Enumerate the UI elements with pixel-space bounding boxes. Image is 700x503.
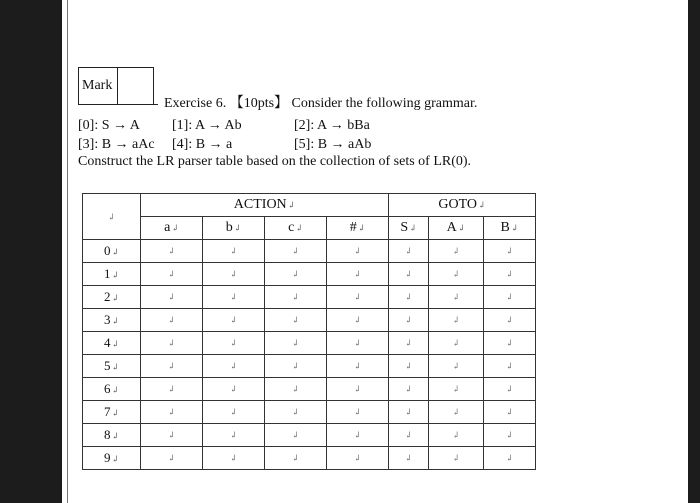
action-column-header (141, 217, 203, 240)
table-entry-cell[interactable] (484, 378, 536, 401)
cell-return-mark: ↲ (291, 361, 300, 371)
table-row (83, 401, 536, 424)
table-entry-cell[interactable] (484, 309, 536, 332)
table-entry-cell[interactable] (141, 332, 203, 355)
return-mark: ↲ (171, 223, 179, 233)
return-mark: ↲ (457, 223, 466, 233)
corner-mark: ↲ (107, 211, 116, 222)
mark-label: Mark (78, 67, 118, 105)
cell-return-mark: ↲ (291, 269, 300, 279)
table-entry-cell[interactable] (203, 401, 265, 424)
table-entry-cell[interactable] (141, 355, 203, 378)
mark-score-cell[interactable] (118, 67, 154, 105)
production-4: [4]: B → a (172, 137, 233, 152)
action-symbol: c (288, 220, 295, 235)
return-mark: ↲ (409, 223, 417, 233)
cell-return-mark: ↲ (229, 453, 238, 463)
production-2: [2]: A → bBa (294, 118, 370, 133)
table-entry-cell[interactable] (203, 309, 265, 332)
table-entry-cell[interactable] (265, 424, 327, 447)
table-entry-cell[interactable] (484, 332, 536, 355)
cell-return-mark: ↲ (291, 292, 300, 302)
goto-column-header (429, 217, 484, 240)
cell-return-mark: ↲ (353, 361, 362, 371)
lr-parse-table (82, 193, 536, 470)
table-entry-cell[interactable] (484, 240, 536, 263)
table-entry-cell[interactable] (203, 240, 265, 263)
table-entry-cell[interactable] (429, 286, 484, 309)
cell-return-mark: ↲ (505, 453, 514, 463)
table-entry-cell[interactable] (141, 263, 203, 286)
state-cell (83, 240, 141, 263)
table-entry-cell[interactable] (327, 286, 389, 309)
goto-header-label: GOTO (438, 197, 478, 212)
cell-return-mark: ↲ (353, 246, 362, 256)
table-entry-cell[interactable] (484, 355, 536, 378)
cell-return-mark: ↲ (291, 338, 300, 348)
table-entry-cell[interactable] (141, 424, 203, 447)
goto-column-header (389, 217, 429, 240)
table-row (83, 263, 536, 286)
state-label: 1 (103, 266, 111, 281)
table-entry-cell[interactable] (327, 378, 389, 401)
cell-return-mark: ↲ (353, 453, 362, 463)
cell-return-mark: ↲ (505, 361, 514, 371)
cell-return-mark: ↲ (452, 292, 460, 302)
table-entry-cell[interactable] (389, 401, 429, 424)
goto-symbol: B (500, 220, 510, 235)
return-mark: ↲ (295, 223, 303, 233)
return-mark: ↲ (111, 408, 120, 418)
cell-return-mark: ↲ (291, 430, 300, 440)
return-mark: ↲ (510, 223, 519, 233)
state-label: 2 (103, 289, 111, 304)
production-1: [1]: A → Ab (172, 118, 242, 133)
goto-header (389, 194, 536, 217)
table-row (83, 332, 536, 355)
return-mark: ↲ (478, 200, 486, 210)
table-entry-cell[interactable] (484, 447, 536, 470)
cell-return-mark: ↲ (291, 315, 300, 325)
table-entry-cell[interactable] (389, 286, 429, 309)
action-column-header (327, 217, 389, 240)
goto-symbol: S (400, 220, 409, 235)
table-entry-cell[interactable] (265, 240, 327, 263)
action-header (141, 194, 389, 217)
return-mark: ↲ (111, 339, 120, 349)
table-entry-cell[interactable] (203, 332, 265, 355)
action-symbol: b (225, 220, 233, 235)
return-mark: ↲ (233, 223, 242, 233)
cell-return-mark: ↲ (229, 384, 238, 394)
table-entry-cell[interactable] (327, 355, 389, 378)
return-mark: ↲ (111, 454, 120, 464)
state-cell (83, 401, 141, 424)
table-entry-cell[interactable] (389, 309, 429, 332)
cell-return-mark: ↲ (452, 407, 460, 417)
cell-return-mark: ↲ (452, 246, 460, 256)
return-mark: ↲ (111, 247, 120, 257)
table-entry-cell[interactable] (389, 332, 429, 355)
cell-return-mark: ↲ (505, 338, 514, 348)
return-mark: ↲ (111, 270, 120, 280)
state-cell (83, 424, 141, 447)
cell-return-mark: ↲ (167, 361, 176, 371)
exercise-heading: Exercise 6. 【10pts】 Consider the following grammar. (164, 96, 478, 111)
return-mark: ↲ (111, 385, 120, 395)
cell-return-mark: ↲ (229, 361, 238, 371)
cell-return-mark: ↲ (291, 453, 300, 463)
cell-return-mark: ↲ (404, 453, 413, 463)
cell-return-mark: ↲ (353, 315, 362, 325)
table-row (83, 355, 536, 378)
table-entry-cell[interactable] (141, 286, 203, 309)
table-entry-cell[interactable] (327, 401, 389, 424)
cell-return-mark: ↲ (229, 407, 238, 417)
state-cell (83, 355, 141, 378)
state-cell (83, 286, 141, 309)
table-entry-cell[interactable] (429, 263, 484, 286)
table-row (83, 447, 536, 470)
table-entry-cell[interactable] (265, 309, 327, 332)
table-entry-cell[interactable] (141, 447, 203, 470)
cell-return-mark: ↲ (291, 407, 300, 417)
table-row (83, 286, 536, 309)
table-entry-cell[interactable] (265, 378, 327, 401)
cell-return-mark: ↲ (353, 338, 362, 348)
cell-return-mark: ↲ (353, 407, 362, 417)
table-entry-cell[interactable] (327, 424, 389, 447)
cell-return-mark: ↲ (167, 246, 176, 256)
cell-return-mark: ↲ (452, 453, 460, 463)
cell-return-mark: ↲ (229, 315, 238, 325)
table-entry-cell[interactable] (389, 424, 429, 447)
cell-return-mark: ↲ (404, 384, 413, 394)
return-mark: ↲ (111, 316, 120, 326)
table-entry-cell[interactable] (484, 263, 536, 286)
cell-return-mark: ↲ (167, 269, 176, 279)
cell-return-mark: ↲ (167, 315, 176, 325)
state-cell (83, 332, 141, 355)
table-entry-cell[interactable] (203, 424, 265, 447)
left-dark-border (0, 0, 62, 503)
table-entry-cell[interactable] (203, 355, 265, 378)
cell-return-mark: ↲ (452, 315, 460, 325)
table-entry-cell[interactable] (484, 401, 536, 424)
production-3: [3]: B → aAc (78, 137, 155, 152)
table-entry-cell[interactable] (265, 401, 327, 424)
cell-return-mark: ↲ (505, 315, 514, 325)
table-entry-cell[interactable] (203, 263, 265, 286)
state-label: 6 (103, 381, 111, 396)
cell-return-mark: ↲ (291, 384, 300, 394)
goto-symbol: A (446, 220, 457, 235)
cell-return-mark: ↲ (353, 269, 362, 279)
instruction-text: Construct the LR parser table based on the collection of sets of LR(0). (78, 154, 472, 169)
mark-box (78, 67, 158, 105)
state-label: 4 (103, 335, 111, 350)
action-column-header (265, 217, 327, 240)
return-mark: ↲ (111, 431, 120, 441)
cell-return-mark: ↲ (505, 384, 514, 394)
cell-return-mark: ↲ (404, 361, 413, 371)
table-entry-cell[interactable] (265, 447, 327, 470)
table-entry-cell[interactable] (203, 447, 265, 470)
table-entry-cell[interactable] (327, 447, 389, 470)
cell-return-mark: ↲ (404, 338, 413, 348)
action-symbol: # (349, 220, 357, 235)
table-entry-cell[interactable] (141, 240, 203, 263)
table-entry-cell[interactable] (141, 378, 203, 401)
cell-return-mark: ↲ (404, 430, 413, 440)
cell-return-mark: ↲ (167, 453, 176, 463)
cell-return-mark: ↲ (452, 430, 460, 440)
table-entry-cell[interactable] (429, 332, 484, 355)
cell-return-mark: ↲ (404, 269, 413, 279)
cell-return-mark: ↲ (404, 407, 413, 417)
state-label: 9 (103, 450, 111, 465)
table-entry-cell[interactable] (484, 424, 536, 447)
table-entry-cell[interactable] (141, 401, 203, 424)
cell-return-mark: ↲ (452, 338, 460, 348)
cell-return-mark: ↲ (505, 269, 514, 279)
table-entry-cell[interactable] (265, 263, 327, 286)
table-entry-cell[interactable] (484, 286, 536, 309)
cell-return-mark: ↲ (229, 338, 238, 348)
production-5: [5]: B → aAb (294, 137, 372, 152)
table-entry-cell[interactable] (141, 309, 203, 332)
state-label: 8 (103, 427, 111, 442)
header-row-symbols (83, 217, 536, 240)
right-dark-border (688, 0, 700, 503)
cell-return-mark: ↲ (505, 407, 514, 417)
table-entry-cell[interactable] (203, 286, 265, 309)
cell-return-mark: ↲ (167, 292, 176, 302)
cell-return-mark: ↲ (167, 430, 176, 440)
table-entry-cell[interactable] (389, 355, 429, 378)
table-entry-cell[interactable] (265, 355, 327, 378)
cell-return-mark: ↲ (404, 246, 413, 256)
table-entry-cell[interactable] (389, 378, 429, 401)
cell-return-mark: ↲ (229, 269, 238, 279)
table-row (83, 424, 536, 447)
cell-return-mark: ↲ (505, 246, 514, 256)
return-mark: ↲ (287, 200, 296, 210)
cell-return-mark: ↲ (452, 361, 460, 371)
table-entry-cell[interactable] (389, 240, 429, 263)
state-label: 7 (103, 404, 111, 419)
header-row-groups (83, 194, 536, 217)
cell-return-mark: ↲ (229, 430, 238, 440)
production-0: [0]: S → A (78, 118, 140, 133)
table-entry-cell[interactable] (429, 447, 484, 470)
action-symbol: a (164, 220, 171, 235)
state-label: 3 (103, 312, 111, 327)
page-margin-line (67, 0, 68, 503)
table-entry-cell[interactable] (429, 355, 484, 378)
cell-return-mark: ↲ (353, 430, 362, 440)
action-header-label: ACTION (233, 197, 287, 212)
cell-return-mark: ↲ (404, 292, 413, 302)
cell-return-mark: ↲ (353, 384, 362, 394)
state-label: 5 (103, 358, 111, 373)
table-entry-cell[interactable] (327, 240, 389, 263)
state-cell (83, 263, 141, 286)
table-entry-cell[interactable] (327, 332, 389, 355)
table-entry-cell[interactable] (429, 309, 484, 332)
table-entry-cell[interactable] (389, 263, 429, 286)
table-entry-cell[interactable] (389, 447, 429, 470)
table-entry-cell[interactable] (429, 240, 484, 263)
state-cell (83, 309, 141, 332)
cell-return-mark: ↲ (505, 292, 514, 302)
cell-return-mark: ↲ (452, 384, 460, 394)
cell-return-mark: ↲ (291, 246, 300, 256)
cell-return-mark: ↲ (167, 407, 176, 417)
cell-return-mark: ↲ (167, 384, 176, 394)
return-mark: ↲ (357, 223, 366, 233)
cell-return-mark: ↲ (404, 315, 413, 325)
table-entry-cell[interactable] (327, 263, 389, 286)
mark-underline (118, 104, 158, 105)
state-cell (83, 447, 141, 470)
return-mark: ↲ (111, 293, 120, 303)
cell-return-mark: ↲ (353, 292, 362, 302)
action-column-header (203, 217, 265, 240)
table-entry-cell[interactable] (265, 286, 327, 309)
cell-return-mark: ↲ (167, 338, 176, 348)
table-row (83, 309, 536, 332)
table-entry-cell[interactable] (429, 401, 484, 424)
cell-return-mark: ↲ (505, 430, 514, 440)
state-cell (83, 378, 141, 401)
table-entry-cell[interactable] (327, 309, 389, 332)
corner-cell (83, 194, 141, 240)
table-entry-cell[interactable] (429, 378, 484, 401)
cell-return-mark: ↲ (452, 269, 460, 279)
table-entry-cell[interactable] (203, 378, 265, 401)
goto-column-header (484, 217, 536, 240)
table-row (83, 240, 536, 263)
table-row (83, 378, 536, 401)
return-mark: ↲ (111, 362, 120, 372)
cell-return-mark: ↲ (229, 292, 238, 302)
table-entry-cell[interactable] (265, 332, 327, 355)
state-label: 0 (103, 243, 111, 258)
table-entry-cell[interactable] (429, 424, 484, 447)
cell-return-mark: ↲ (229, 246, 238, 256)
